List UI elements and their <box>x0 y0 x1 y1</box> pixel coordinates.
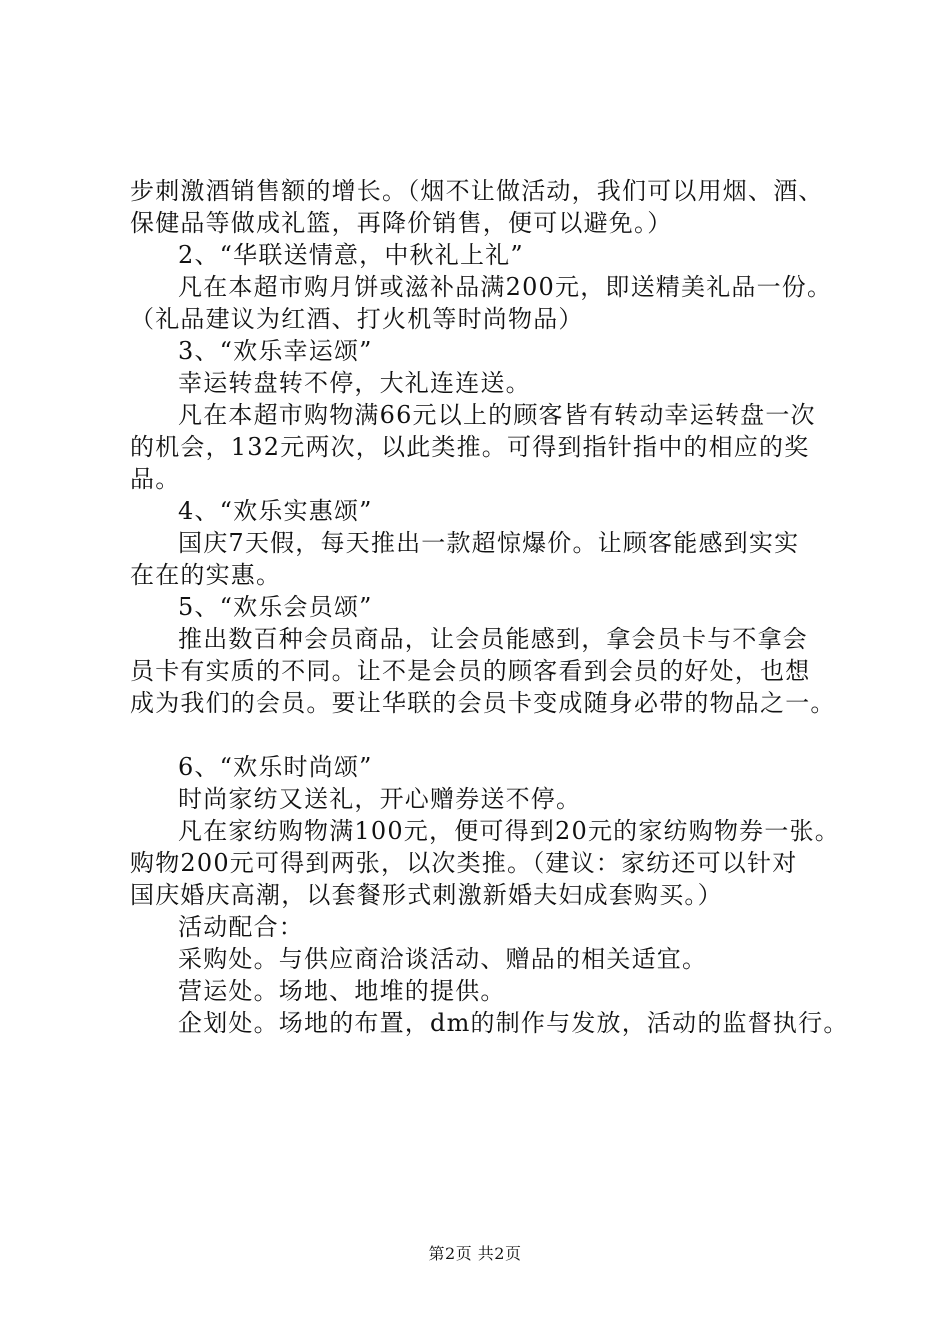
document-line: 6、“欢乐时尚颂” <box>178 753 373 781</box>
document-line: 推出数百种会员商品，让会员能感到，拿会员卡与不拿会 <box>178 625 808 653</box>
document-line: 3、“欢乐幸运颂” <box>178 337 373 365</box>
document-line: 采购处。与供应商洽谈活动、赠品的相关适宜。 <box>178 945 708 973</box>
document-line: 凡在本超市购月饼或滋补品满200元，即送精美礼品一份。 <box>178 273 833 301</box>
document-line: 2、“华联送情意，中秋礼上礼” <box>178 241 524 269</box>
page-footer: 第2页 共2页 <box>428 1244 522 1263</box>
document-line: 时尚家纺又送礼，开心赠券送不停。 <box>178 785 582 813</box>
document-line: 保健品等做成礼篮，再降价销售，便可以避免。） <box>130 209 673 237</box>
document-line: 幸运转盘转不停，大礼连连送。 <box>178 369 531 397</box>
document-line: 成为我们的会员。要让华联的会员卡变成随身必带的物品之一。 <box>130 689 836 717</box>
document-line: 营运处。场地、地堆的提供。 <box>178 977 506 1005</box>
document-line: 4、“欢乐实惠颂” <box>178 497 373 525</box>
document-line: 国庆婚庆高潮，以套餐形式刺激新婚夫妇成套购买。） <box>130 881 723 909</box>
document-line: 企划处。场地的布置，dm的制作与发放，活动的监督执行。 <box>178 1009 849 1037</box>
document-line: 凡在家纺购物满100元，便可得到20元的家纺购物券一张。 <box>178 817 840 845</box>
document-line: 品。 <box>130 465 181 493</box>
document-line: 在在的实惠。 <box>130 561 282 589</box>
document-line: 步刺激酒销售额的增长。（烟不让做活动，我们可以用烟、酒、 <box>130 177 824 205</box>
blank-line <box>130 719 860 751</box>
document-body <box>130 175 860 1039</box>
document-line: 购物200元可得到两张，以次类推。（建议：家纺还可以针对 <box>130 849 798 877</box>
document-line: （礼品建议为红酒、打火机等时尚物品） <box>130 305 584 333</box>
document-line: 凡在本超市购物满66元以上的顾客皆有转动幸运转盘一次 <box>178 401 816 429</box>
document-line: 员卡有实质的不同。让不是会员的顾客看到会员的好处，也想 <box>130 657 811 685</box>
document-line: 国庆7天假，每天推出一款超惊爆价。让顾客能感到实实 <box>178 529 800 557</box>
document-line: 5、“欢乐会员颂” <box>178 593 373 621</box>
document-line: 活动配合： <box>178 913 304 941</box>
document-line: 的机会，132元两次，以此类推。可得到指针指中的相应的奖 <box>130 433 810 461</box>
